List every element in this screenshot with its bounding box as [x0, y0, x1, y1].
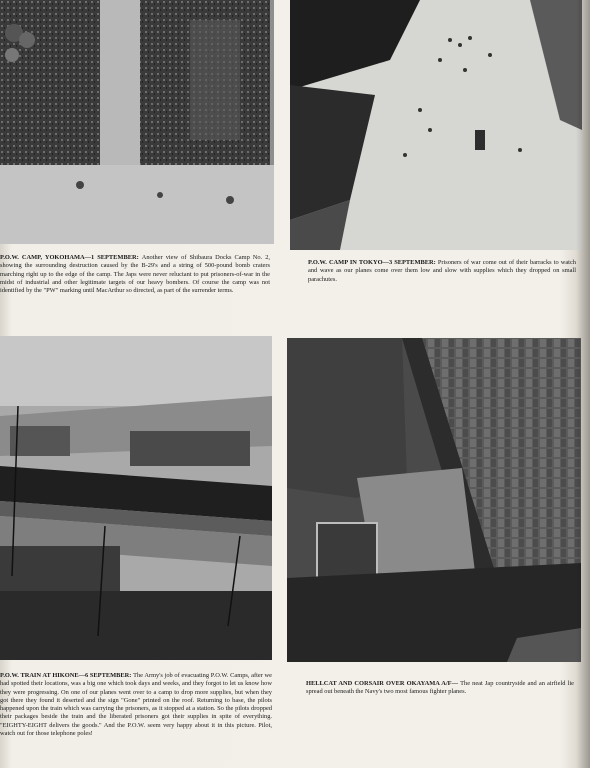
caption-okayama: [306, 680, 574, 710]
photo-okayama-airfield: [287, 338, 581, 662]
caption-heading: HELLCAT AND CORSAIR OVER OKAYAMA A/F—: [306, 680, 461, 687]
caption-body: Another view of Shibaura Docks Camp No. 2, showing the surrounding destruction caused by the B-29's and a string of 500-pound bomb craters marching right up to the edge of the camp. The Japs were never reluctant to put prisoners-of-war in the midst of industrial and other legitimate targets of our heavy bombers. Of course the camp was not identified by the "PW" marking until MacArthur so directed, as part of the surrender terms.: [0, 254, 270, 295]
caption-body: The neat Jap countryside and an airfield lie spread out beneath the Navy's two most famous fighter planes.: [306, 680, 574, 696]
caption-hikone: [0, 672, 272, 766]
caption-body: Prisoners of war come out of their barracks to watch and wave as our planes come over them low and slow with supplies which they dropped on small parachutes.: [308, 259, 576, 283]
photo-tokyo-camp: [290, 0, 582, 250]
photo-hikone-train: [0, 336, 272, 660]
photo-yokohama-camp: [0, 0, 274, 244]
page-edge-shadow: [576, 0, 590, 768]
caption-tokyo: [308, 259, 576, 299]
caption-heading: P.O.W. CAMP IN TOKYO—3 SEPTEMBER:: [308, 259, 438, 266]
caption-yokohama: [0, 254, 270, 324]
caption-heading: P.O.W. TRAIN AT HIKONE—6 SEPTEMBER:: [0, 672, 134, 679]
caption-body: The Army's job of evacuating P.O.W. Camps, after we had spotted their locations, was a big one which took days and weeks, and they forgot to let us know how they were progressing. On one of our planes went over to a camp to drop more supplies, but when they got there they found it deserted and the sign "Gone" printed on the roof. Returning to base, the pilots happened upon the train which was carrying the prisoners, as it stopped at a station. So the pilots dropped their packages beside the train and the liberated prisoners got their supplies in spite of everything. "EIGHTY-EIGHT delivers the goods." And the P.O.W. seem very happy about it in this picture. Pilot, watch out for those telephone poles!: [0, 672, 272, 738]
caption-heading: P.O.W. CAMP, YOKOHAMA—1 SEPTEMBER:: [0, 254, 142, 261]
